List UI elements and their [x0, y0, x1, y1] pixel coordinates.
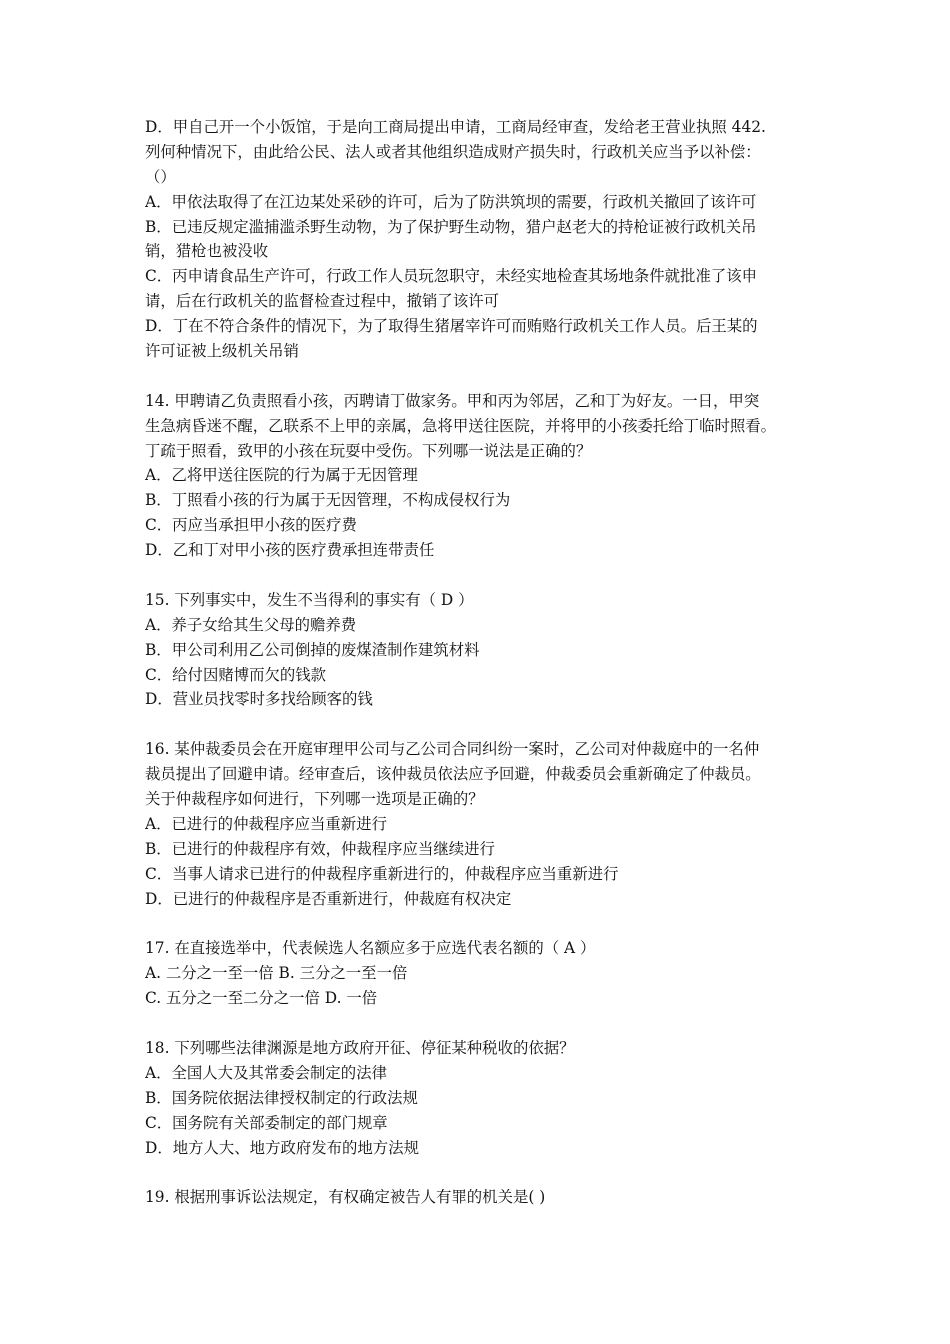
- option-b: B．甲公司利用乙公司倒掉的废煤渣制作建筑材料: [145, 640, 480, 659]
- text-line: （）: [145, 167, 176, 186]
- option-c: C．丙申请食品生产许可，行政工作人员玩忽职守，未经实地检查其场地条件就批准了该申: [145, 267, 758, 286]
- option-d: D．丁在不符合条件的情况下，为了取得生猪屠宰许可而贿赂行政机关工作人员。后王某的: [145, 317, 758, 336]
- question-16: [145, 737, 813, 911]
- option-d: D．地方人大、地方政府发布的地方法规: [145, 1138, 419, 1157]
- question-text: 18. 下列哪些法律渊源是地方政府开征、停征某种税收的依据？: [145, 1038, 575, 1057]
- question-text: 15. 下列事实中，发生不当得利的事实有（ D ）: [145, 590, 474, 609]
- question-text: 19. 根据刑事诉讼法规定，有权确定被告人有罪的机关是( ): [145, 1188, 546, 1207]
- question-text: 16. 某仲裁委员会在开庭审理甲公司与乙公司合同纠纷一案时，乙公司对仲裁庭中的一名仲: [145, 740, 760, 759]
- option-b: B．已违反规定滥捕滥杀野生动物，为了保护野生动物，猎户赵老大的持枪证被行政机关吊: [145, 217, 757, 236]
- option-a: A．全国人大及其常委会制定的法律: [145, 1063, 387, 1082]
- question-text: 裁员提出了回避申请。经审查后，该仲裁员依法应予回避，仲裁委员会重新确定了仲裁员。: [145, 765, 761, 784]
- option-a: A．乙将甲送往医院的行为属于无因管理: [145, 466, 418, 485]
- document-page: [145, 115, 813, 1210]
- question-15: [145, 588, 813, 712]
- spacer: [145, 712, 813, 737]
- question-text: 丁疏于照看，致甲的小孩在玩耍中受伤。下列哪一说法是正确的？: [145, 441, 592, 460]
- spacer: [145, 1011, 813, 1036]
- question-text: 14. 甲聘请乙负责照看小孩，丙聘请丁做家务。甲和丙为邻居，乙和丁为好友。一日，甲突: [145, 391, 760, 410]
- question-text: 生急病昏迷不醒，乙联系不上甲的亲属，急将甲送往医院，并将甲的小孩委托给丁临时照看。: [145, 416, 777, 435]
- question-19: [145, 1185, 813, 1210]
- question-text: 关于仲裁程序如何进行，下列哪一选项是正确的？: [145, 790, 484, 809]
- option-a: A．已进行的仲裁程序应当重新进行: [145, 814, 387, 833]
- option-a: A．甲依法取得了在江边某处采砂的许可，后为了防洪筑坝的需要，行政机关撤回了该许可: [145, 192, 757, 211]
- question-17: [145, 936, 813, 1011]
- option-b: B．已进行的仲裁程序有效，仲裁程序应当继续进行: [145, 839, 495, 858]
- spacer: [145, 364, 813, 389]
- option-b: B．丁照看小孩的行为属于无因管理，不构成侵权行为: [145, 491, 511, 510]
- option-a: A．养子女给其生父母的赡养费: [145, 615, 357, 634]
- option-c: C．丙应当承担甲小孩的医疗费: [145, 516, 357, 535]
- option-d: D．营业员找零时多找给顾客的钱: [145, 690, 373, 709]
- options-ab: A. 二分之一至一倍 B. 三分之一至一倍: [145, 964, 408, 983]
- text-line: 列何种情况下，由此给公民、法人或者其他组织造成财产损失时，行政机关应当予以补偿：: [145, 142, 761, 161]
- option-b: B．国务院依据法律授权制定的行政法规: [145, 1088, 418, 1107]
- option-c: C．当事人请求已进行的仲裁程序重新进行的，仲裁程序应当重新进行: [145, 864, 619, 883]
- text-line: 销，猎枪也被没收: [145, 242, 269, 261]
- options-cd: C. 五分之一至二分之一倍 D. 一倍: [145, 989, 378, 1008]
- text-line: 请，后在行政机关的监督检查过程中，撤销了该许可: [145, 292, 499, 311]
- spacer: [145, 1160, 813, 1185]
- spacer: [145, 912, 813, 937]
- question-18: [145, 1036, 813, 1160]
- question-14: [145, 389, 813, 563]
- spacer: [145, 563, 813, 588]
- option-d: D．已进行的仲裁程序是否重新进行，仲裁庭有权决定: [145, 889, 512, 908]
- option-d: D．乙和丁对甲小孩的医疗费承担连带责任: [145, 541, 435, 560]
- option-c: C．给付因赌博而欠的钱款: [145, 665, 327, 684]
- question-13-continued: [145, 115, 813, 364]
- option-c: C．国务院有关部委制定的部门规章: [145, 1113, 388, 1132]
- text-line: 许可证被上级机关吊销: [145, 342, 299, 361]
- question-text: 17. 在直接选举中，代表候选人名额应多于应选代表名额的（ A ）: [145, 939, 596, 958]
- text-line: D．甲自己开一个小饭馆，于是向工商局提出申请，工商局经审查，发给老王营业执照 442.: [145, 118, 766, 136]
